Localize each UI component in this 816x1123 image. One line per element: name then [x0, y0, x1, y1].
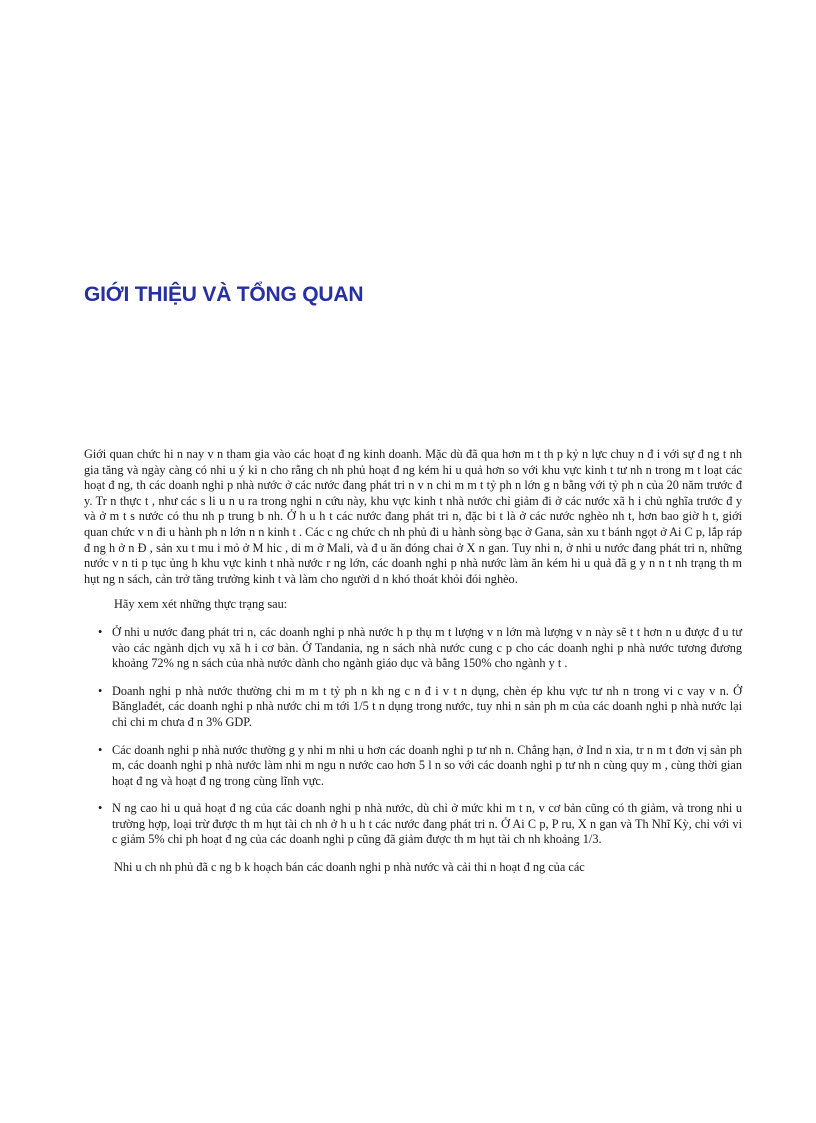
fact-text: Doanh nghi p nhà nước thường chi m m t tỷ ph n kh ng c n đ i v t n dụng, chèn ép khu vực tư nh n trong vi c vay v n. Ở Bănglađét, các doanh nghi p nhà nước chi m tới 1/5 t n dụng trong nước, tuy nhi n sản ph m của các doanh nghi p nhà nước lại chỉ chi m chưa đ n 3% GDP.	[112, 683, 742, 729]
bullet-icon: •	[98, 801, 103, 816]
fact-item	[84, 684, 742, 731]
bullet-icon: •	[98, 624, 103, 639]
bullet-icon: •	[98, 683, 103, 698]
bullet-icon: •	[98, 742, 103, 757]
body-text	[84, 447, 742, 876]
closing-paragraph: Nhi u ch nh phủ đã c ng b k hoạch bán các doanh nghi p nhà nước và cải thi n hoạt đ ng của các	[114, 860, 585, 875]
fact-item	[84, 625, 742, 672]
fact-item	[84, 801, 742, 848]
intro-paragraph: Giới quan chức hi n nay v n tham gia vào các hoạt đ ng kinh doanh. Mặc dù đã qua hơn m t th p kỷ n lực chuy n đ i với sự đ ng t nh gia tăng và ngày càng có nhi u ý ki n cho rằng ch nh phủ hoạt đ ng kém hi u quả hơn so với khu vực kinh t tư nh n trong m t loạt các hoạt đ ng, th các doanh nghi p nhà nước ở các nước đang phát tri n v n chi m m t tỷ ph n lớn g n bằng với tỷ ph n của 20 năm trước đ y. Tr n thực t , như các s li u n u ra trong nghi n cứu này, khu vực kinh t nhà nước chỉ giảm đi ở các nước xã h i chủ nghĩa trước đ y và ở m t s nước có thu nh p trung b nh. Ở h u h t các nước đang phát tri n, đặc bi t là ở các nước nghèo nh t, hơn bao giờ h t, giới quan chức v n đi u hành ph n lớn n n kinh t . Các c ng chức ch nh phủ đi u hành sòng bạc ở Gana, sản xu t bánh ngọt ở Ai C p, lắp ráp đ ng h ở n Đ , sản xu t mu i mỏ ở M hic , di m ở Mali, và đ u ăn đóng chai ở X n gan. Tuy nhi n, ở nhi u nước đang phát tri n, những nước v n ti p tục ủng h khu vực kinh t nhà nước r ng lớn, các doanh nghi p nhà nước làm ăn kém hi u quả đã g y n n t nh trạng th m hụt ng n sách, cản trở tăng trưởng kinh t và làm cho người d n khó thoát khỏi đói nghèo.	[84, 447, 742, 586]
fact-text: Các doanh nghi p nhà nước thường g y nhi m nhi u hơn các doanh nghi p tư nh n. Chẳng hạn, ở Ind n xia, tr n m t đơn vị sản ph m, các doanh nghi p nhà nước làm nhi m ngu n nước cao hơn 5 l n so với các doanh nghi p tư nh n cùng quy m , cùng thời gian hoạt đ ng và hoạt đ ng trong cùng lĩnh vực.	[112, 742, 742, 788]
facts-list	[84, 625, 742, 848]
fact-item	[84, 743, 742, 790]
page-title: GIỚI THIỆU VÀ TỔNG QUAN	[84, 283, 364, 306]
lead-in-paragraph: Hãy xem xét những thực trạng sau:	[114, 597, 288, 612]
fact-text: N ng cao hi u quả hoạt đ ng của các doanh nghi p nhà nước, dù chỉ ở mức khi m t n, v cơ bản cũng có th giảm, và trong nhi u trường hợp, loại trừ được th m hụt tài ch nh ở h u h t các nước đang phát tri n. Ở Ai C p, P ru, X n gan và Th Nhĩ Kỳ, chỉ với vi c giảm 5% chi ph hoạt đ ng của các doanh nghi p cũng đã giảm được th m hụt tài ch nh khoảng 1/3.	[112, 801, 742, 847]
fact-text: Ở nhi u nước đang phát tri n, các doanh nghi p nhà nước h p thụ m t lượng v n lớn mà lượng v n này sẽ t t hơn n u được đ u tư vào các ngành dịch vụ xã h i cơ bản. Ở Tandania, ng n sách nhà nước cung c p cho các doanh nghi p nhà nước tương đương khoảng 72% ng n sách của nhà nước dành cho ngành giáo dục và bằng 150% cho ngành y t .	[112, 624, 742, 671]
